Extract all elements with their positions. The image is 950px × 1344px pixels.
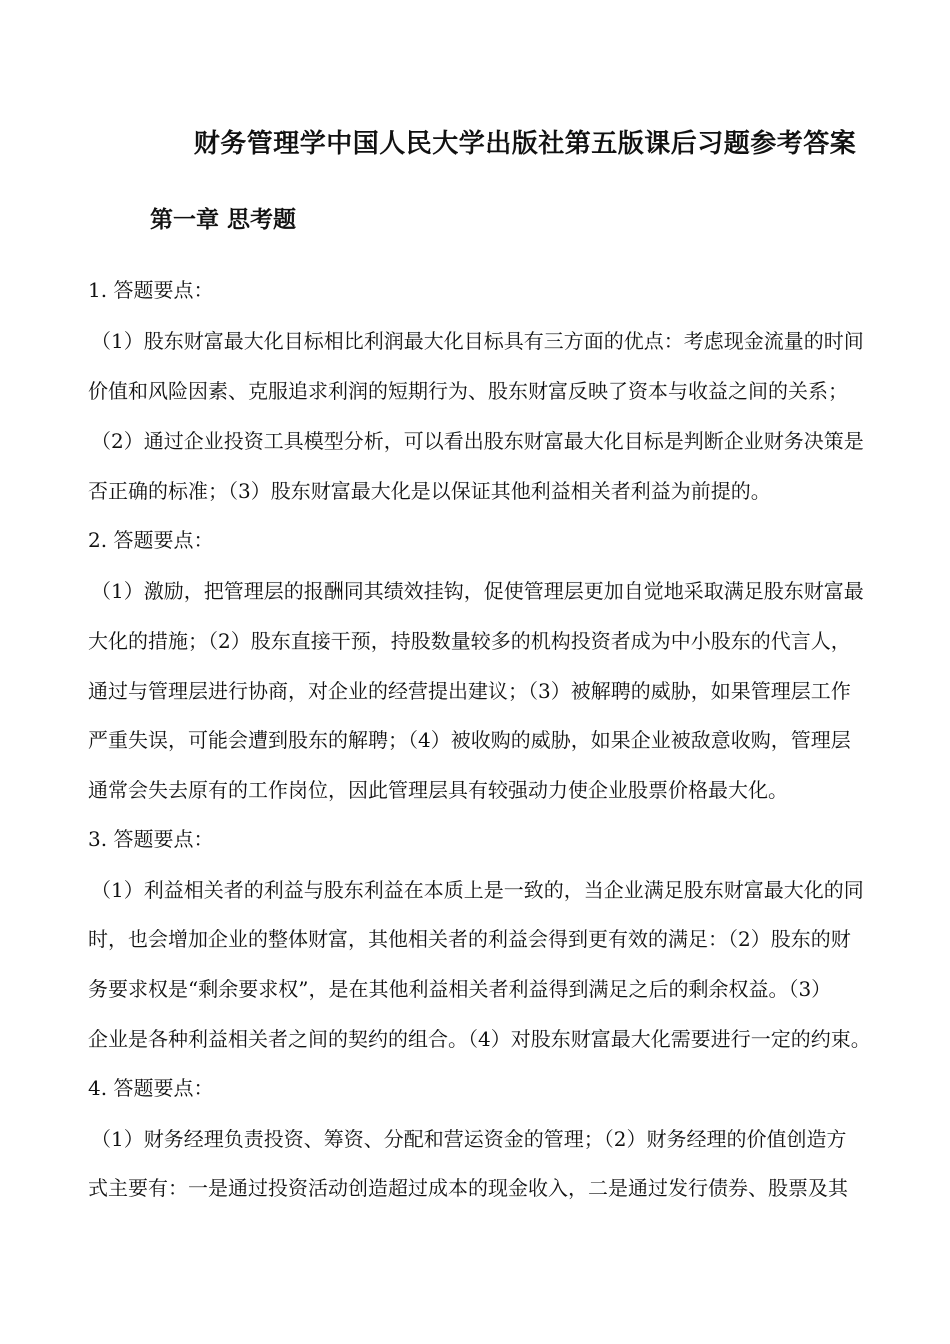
question-3-heading: 3. 答题要点： bbox=[88, 827, 214, 851]
answer-line: 通过与管理层进行协商，对企业的经营提出建议；（3）被解聘的威胁，如果管理层工作 bbox=[88, 679, 851, 703]
question-4-heading: 4. 答题要点： bbox=[88, 1076, 214, 1100]
answer-line: 严重失误，可能会遭到股东的解聘；（4）被收购的威胁，如果企业被敌意收购，管理层 bbox=[88, 728, 851, 752]
question-2-heading: 2. 答题要点： bbox=[88, 528, 214, 552]
answer-line: 企业是各种利益相关者之间的契约的组合。（4）对股东财富最大化需要进行一定的约束。 bbox=[88, 1027, 871, 1051]
answer-line: 务要求权是“剩余要求权”，是在其他利益相关者利益得到满足之后的剩余权益。（3） bbox=[88, 977, 832, 1001]
question-1-heading: 1. 答题要点： bbox=[88, 278, 214, 302]
answer-line: （1）财务经理负责投资、筹资、分配和营运资金的管理；（2）财务经理的价值创造方 bbox=[91, 1127, 847, 1151]
document-title: 财务管理学中国人民大学出版社第五版课后习题参考答案 bbox=[193, 129, 857, 159]
answer-line: （1）激励，把管理层的报酬同其绩效挂钩，促使管理层更加自觉地采取满足股东财富最 bbox=[91, 579, 864, 603]
answer-line: （1）股东财富最大化目标相比利润最大化目标具有三方面的优点：考虑现金流量的时间 bbox=[91, 329, 864, 353]
answer-line: 大化的措施；（2）股东直接干预，持股数量较多的机构投资者成为中小股东的代言人， bbox=[88, 629, 851, 653]
chapter-heading: 第一章 思考题 bbox=[150, 206, 297, 233]
answer-line: 时，也会增加企业的整体财富，其他相关者的利益会得到更有效的满足：（2）股东的财 bbox=[88, 927, 851, 951]
answer-line: 通常会失去原有的工作岗位，因此管理层具有较强动力使企业股票价格最大化。 bbox=[88, 778, 788, 802]
answer-line: （2）通过企业投资工具模型分析，可以看出股东财富最大化目标是判断企业财务决策是 bbox=[91, 429, 864, 453]
answer-line: （1）利益相关者的利益与股东利益在本质上是一致的，当企业满足股东财富最大化的同 bbox=[91, 878, 864, 902]
answer-line: 否正确的标准；（3）股东财富最大化是以保证其他利益相关者利益为前提的。 bbox=[88, 479, 771, 503]
answer-line: 价值和风险因素、克服追求利润的短期行为、股东财富反映了资本与收益之间的关系； bbox=[88, 379, 848, 403]
answer-line: 式主要有：一是通过投资活动创造超过成本的现金收入，二是通过发行债券、股票及其 bbox=[88, 1176, 848, 1200]
